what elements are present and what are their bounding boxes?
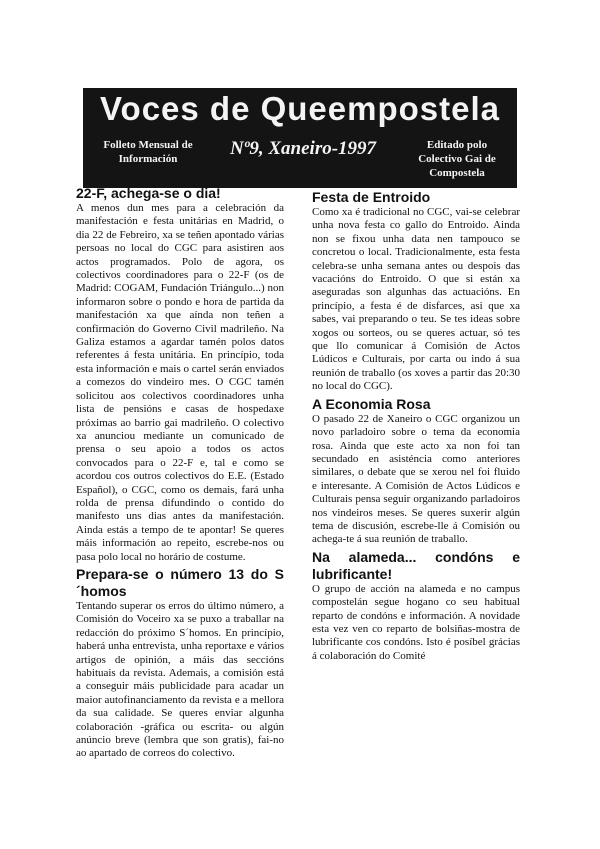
article-heading: A Economia Rosa xyxy=(312,395,431,412)
article-heading: Prepara-se o número 13 do S´homos xyxy=(76,565,284,599)
article-heading: Festa de Entroido xyxy=(312,189,431,205)
article-body: O grupo de acción na alameda e no campus compostelán segue hogano co seu habitual reparto de condóns e información. A novidade esta vez ven co reparto de bolsiñas-mostra de lubrificante cos condóns. Isto é posíbel grácias á colaboración do Comité xyxy=(312,582,520,662)
masthead-left-caption: Folleto Mensual de Información xyxy=(103,139,193,165)
article-heading: Na alameda... condóns e lubrificante! xyxy=(312,548,520,582)
article-body: Como xa é tradicional no CGC, vai-se celebrar unha nova festa co gallo do Entroido. Ainda non se fixou unha data nen tampouco se concretou o local. Tradicionalmente, esta festa celebra-se unha semana antes ou despois das vacacións do Entroido. O que si están xa aseguradas son algunhas das actuacións. En princípio, a festa é de disfarces, asi que xa sabes, vai preparando o teu. Se tes ideas sobre xogos ou sorteos, ou se queres actuar, só tes que llo comunicar á Comisión de Actos Lúdicos e Culturais, por carta ou indo á sua reunión de traballo (os xoves a partir das 20:30 no local do CGC). xyxy=(312,206,520,393)
left-column xyxy=(76,185,284,763)
right-column xyxy=(312,189,520,665)
issue-number: Nº9, Xaneiro-1997 xyxy=(229,138,377,159)
masthead-right-caption: Editado polo Colectivo Gai de Compostela xyxy=(418,139,496,179)
article-body: Tentando superar os erros do último número, a Comisión do Voceiro xa se puxo a traballar na redacción do próximo S´homos. En princípio, haberá unha entrevista, unha reportaxe e vários artigos de opinión, a máis das seccións habituais da revista. Ademais, a comisión está a conseguir máis publicidade para acadar un maior autofinanciamento da revista e a mellora da sua calidade. Se queres enviar algunha colaboración -gráfica ou escrita- ou algún anúncio breve (lembra que son gratis), fai-no ao apartado de correos do colectivo. xyxy=(76,599,284,760)
article-body: A menos dun mes para a celebración da manifestación e festa unitárias en Madrid, o dia 22 de Febreiro, xa se teñen apontado várias persoas no local do CGC para asistiren aos actos programados. Polo de agora, os colectivos coordinadores para o 22-F (os de Madrid: COGAM, Fundación Triángulo...) non informaron sobre o pondo e hora de partida da manifestación xa que aínda non teñen a confirmación do Governo Civil madrileño. Na Galiza estamos a agardar tamén polos datos referentes á festa unitária. En princípio, toda esta información e mais o cartel serán enviados a comezos do vindeiro mes. O CGC tamén solicitou aos colectivos coordinadores unha lista de pensións e casas de hospedaxe próximas ao barrio gai madrileño. O colectivo xa anunciou mediante un comunicado de prensa o seu apoio a todos os actos convocados para o 22-F e, tal e como se acordou cos outros colectivos do E.E. (Estado Español), o CGC, como os demais, fará unha rolda de prensa difundindo o contido do manifesto uns dias antes da manifestación. Ainda estás a tempo de te apontar! Se queres máis información ao repeito, escrebe-nos ou pasa polo local no horário de costume. xyxy=(76,202,285,563)
article-heading: 22-F, achega-se o dia! xyxy=(76,185,221,201)
newsletter-title: Voces de Queempostela xyxy=(99,90,501,127)
masthead xyxy=(83,88,517,188)
article-body: O pasado 22 de Xaneiro o CGC organizou un novo parladoiro sobre o tema da economia rosa. Ainda que este acto xa non foi tan secundado en asisténcia como anteriores similares, o debate que se xerou nel foi fluido e interesante. A Comisión de Actos Lúdicos e Culturais pensa seguir organizando parladoiros nos vindeiros meses. Se queres suxerir algún tema de discusión, escrebe-lle á Comisión ou achega-te á sua reunión de traballo. xyxy=(312,412,520,546)
